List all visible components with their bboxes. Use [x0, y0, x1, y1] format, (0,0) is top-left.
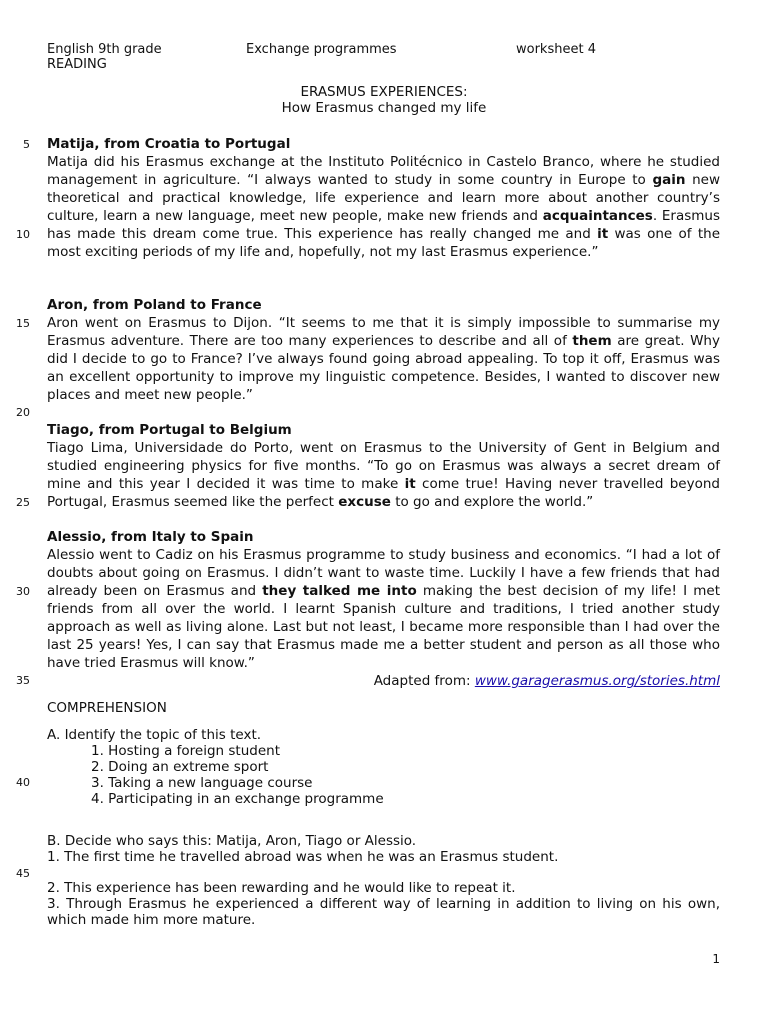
story-heading: Tiago, from Portugal to Belgium [47, 422, 292, 438]
line-number: 10 [16, 228, 30, 241]
title-line-2: How Erasmus changed my life [281, 100, 487, 116]
question-a-prompt: A. Identify the topic of this text. [47, 727, 262, 743]
page-number: 1 [712, 952, 720, 966]
title-line-1: ERASMUS EXPERIENCES: [300, 84, 468, 100]
line-number: 35 [16, 674, 30, 687]
line-number: 25 [16, 496, 30, 509]
line-number: 40 [16, 776, 30, 789]
page-title [0, 84, 768, 116]
story-paragraph: Aron went on Erasmus to Dijon. “It seems to me that it is simply impossible to summarise my Erasmus adventure. There are too many experiences to describe and all of them are great. Why did I decide to go to France? I’ve always found going abroad appealing. To top it off, Erasmus was an excellent opportunity to improve my linguistic competence. Besides, I wanted to discover new places and meet new people.” [47, 315, 720, 403]
source-link[interactable]: www.garagerasmus.org/stories.html [474, 673, 720, 689]
line-number: 20 [16, 406, 30, 419]
comprehension-heading: COMPREHENSION [47, 700, 167, 716]
story-heading: Alessio, from Italy to Spain [47, 529, 254, 545]
question-b-continued [47, 880, 720, 928]
story-aron [47, 296, 720, 404]
option-item: 2. Doing an extreme sport [91, 759, 269, 775]
topic-label: Exchange programmes [246, 42, 397, 57]
story-matija [47, 135, 720, 261]
line-number: 30 [16, 585, 30, 598]
question-b [47, 833, 720, 865]
story-tiago [47, 421, 720, 511]
worksheet-header [47, 42, 747, 72]
story-paragraph: Tiago Lima, Universidade do Porto, went on Erasmus to the University of Gent in Belgium and studied engineering physics for five months. “To go on Erasmus was always a secret dream of mine and this year I decided it was time to make it come true! Having never travelled beyond Portugal, Erasmus seemed like the perfect excuse to go and explore the world.” [47, 440, 720, 510]
story-paragraph: Matija did his Erasmus exchange at the Instituto Politécnico in Castelo Branco, where he studied management in agriculture. “I always wanted to study in some country in Europe to gain new theoretical and practical knowledge, life experience and learn more about another country’s culture, learn a new language, meet new people, make new friends and acquaintances. Erasmus has made this dream come true. This experience has really changed me and it was one of the most exciting periods of my life and, hopefully, not my last Erasmus experience.” [47, 154, 721, 260]
line-number: 5 [23, 138, 30, 151]
option-item: 4. Participating in an exchange programme [91, 791, 384, 807]
question-a [47, 727, 720, 807]
question-b-prompt: B. Decide who says this: Matija, Aron, Tiago or Alessio. [47, 833, 417, 849]
story-heading: Aron, from Poland to France [47, 297, 262, 313]
story-paragraph: Alessio went to Cadiz on his Erasmus programme to study business and economics. “I had a lot of doubts about going on Erasmus. I didn’t want to waste time. Luckily I have a few friends that had already been on Erasmus and they talked me into making the best decision of my life! I met friends from all over the world. I learnt Spanish culture and traditions, I tried another study approach as well as living alone. Last but not least, I became more responsible than I had over the last 25 years! Yes, I can say that Erasmus made me a better student and person as all those who have tried Erasmus will know.” [47, 547, 720, 671]
story-heading: Matija, from Croatia to Portugal [47, 136, 291, 152]
section-label: READING [47, 57, 107, 72]
story-alessio [47, 528, 720, 672]
option-item: 3. Taking a new language course [91, 775, 313, 791]
source-prefix: Adapted from: [373, 673, 475, 689]
grade-label: English 9th grade [47, 42, 162, 57]
statement-item: 1. The first time he travelled abroad was when he was an Erasmus student. [47, 849, 559, 865]
source-citation [374, 672, 720, 690]
statement-item: 3. Through Erasmus he experienced a different way of learning in addition to living on his own, which made him more mature. [47, 896, 720, 928]
option-item: 1. Hosting a foreign student [91, 743, 280, 759]
line-number: 45 [16, 867, 30, 880]
worksheet-label: worksheet 4 [516, 42, 596, 57]
line-number: 15 [16, 317, 30, 330]
statement-item: 2. This experience has been rewarding and he would like to repeat it. [47, 880, 516, 896]
